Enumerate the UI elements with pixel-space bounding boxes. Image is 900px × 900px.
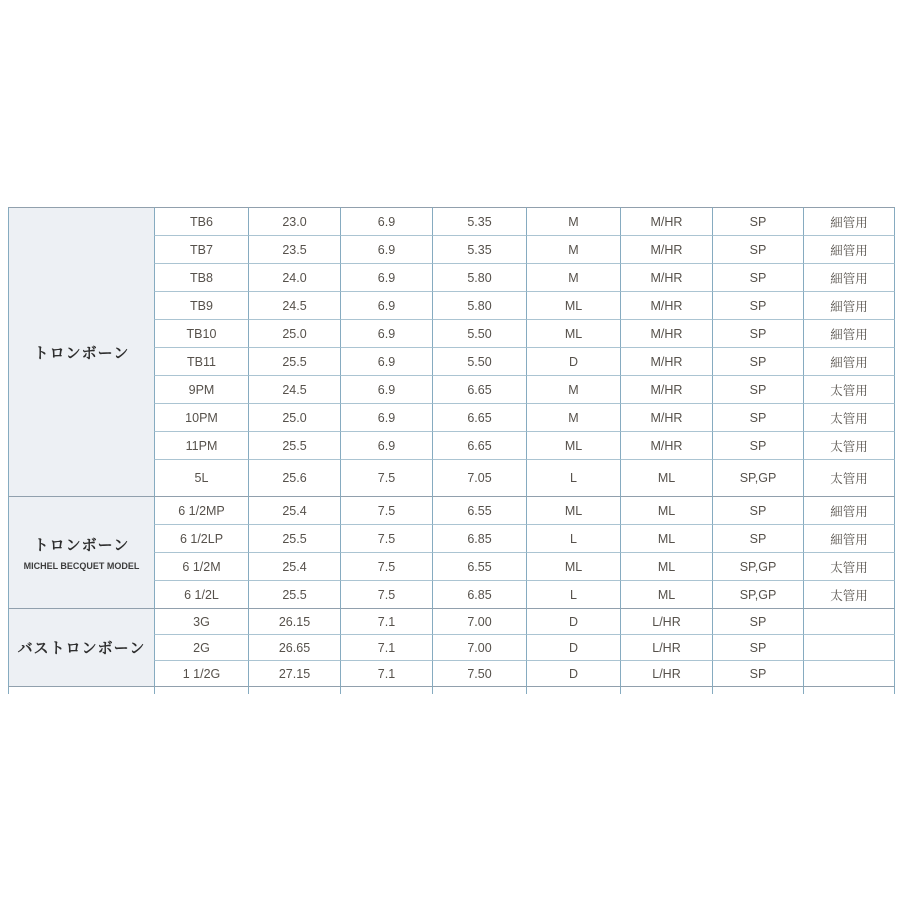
spec-cell: 24.5 <box>248 291 340 319</box>
spec-cell: 6.9 <box>340 235 432 263</box>
spec-cell: 26.15 <box>248 608 340 634</box>
spec-cell: 細管用 <box>803 347 895 375</box>
model-cell: TB9 <box>154 291 248 319</box>
spec-cell: ML <box>620 580 712 608</box>
spec-cell: ML <box>526 431 620 459</box>
spec-cell: M <box>526 263 620 291</box>
spec-cell: 23.5 <box>248 235 340 263</box>
spec-cell-empty <box>620 686 712 694</box>
model-cell: 6 1/2LP <box>154 524 248 552</box>
spec-cell: ML <box>526 496 620 524</box>
spec-cell-empty <box>526 686 620 694</box>
spec-cell: M/HR <box>620 235 712 263</box>
spec-cell: 細管用 <box>803 235 895 263</box>
spec-cell: 5.35 <box>432 207 526 235</box>
spec-cell: SP <box>712 263 803 291</box>
spec-cell: 6.9 <box>340 291 432 319</box>
spec-cell: 7.00 <box>432 608 526 634</box>
spec-cell: 6.55 <box>432 552 526 580</box>
spec-cell: 7.5 <box>340 580 432 608</box>
spec-cell: SP <box>712 608 803 634</box>
spec-cell: D <box>526 660 620 686</box>
spec-cell: 6.9 <box>340 319 432 347</box>
spec-cell: SP <box>712 496 803 524</box>
spec-cell: SP <box>712 431 803 459</box>
group-label-cell <box>8 207 154 496</box>
model-cell: 3G <box>154 608 248 634</box>
model-cell: 6 1/2L <box>154 580 248 608</box>
spec-cell-empty <box>712 686 803 694</box>
spec-cell: 7.1 <box>340 660 432 686</box>
spec-cell: 6.65 <box>432 403 526 431</box>
spec-cell: D <box>526 608 620 634</box>
spec-cell: D <box>526 634 620 660</box>
spec-cell: M <box>526 235 620 263</box>
mouthpiece-spec-table <box>8 207 895 694</box>
spec-cell: 6.9 <box>340 207 432 235</box>
spec-cell: 7.5 <box>340 524 432 552</box>
table-row <box>8 207 895 235</box>
spec-cell: M/HR <box>620 375 712 403</box>
spec-cell: 25.5 <box>248 580 340 608</box>
spec-cell: M/HR <box>620 431 712 459</box>
spec-cell: 6.85 <box>432 524 526 552</box>
spec-cell: SP <box>712 235 803 263</box>
spec-cell: 太管用 <box>803 580 895 608</box>
model-cell: TB8 <box>154 263 248 291</box>
spec-cell: L/HR <box>620 608 712 634</box>
spec-cell: 太管用 <box>803 375 895 403</box>
spec-cell: 5.80 <box>432 263 526 291</box>
spec-cell: 25.6 <box>248 459 340 496</box>
spec-cell: SP,GP <box>712 552 803 580</box>
spec-cell-empty <box>248 686 340 694</box>
spec-cell: SP,GP <box>712 580 803 608</box>
spec-cell: 6.9 <box>340 403 432 431</box>
spec-cell: SP <box>712 403 803 431</box>
spec-cell: 25.5 <box>248 347 340 375</box>
table-row <box>8 608 895 634</box>
spec-cell: L <box>526 580 620 608</box>
model-cell: 6 1/2M <box>154 552 248 580</box>
spec-cell: M <box>526 375 620 403</box>
spec-cell: M/HR <box>620 403 712 431</box>
spec-cell: L/HR <box>620 660 712 686</box>
spec-cell: SP <box>712 634 803 660</box>
spec-cell: SP <box>712 660 803 686</box>
spec-cell: L/HR <box>620 634 712 660</box>
spec-cell: 6.9 <box>340 375 432 403</box>
spec-cell: M <box>526 207 620 235</box>
spec-cell: 7.5 <box>340 496 432 524</box>
spec-cell: 7.00 <box>432 634 526 660</box>
spec-cell: 6.9 <box>340 347 432 375</box>
group-title: トロンボーン <box>33 344 130 362</box>
spec-cell: 6.9 <box>340 431 432 459</box>
spec-cell: M/HR <box>620 291 712 319</box>
spec-cell: ML <box>620 496 712 524</box>
spec-cell: 6.9 <box>340 263 432 291</box>
model-cell: TB11 <box>154 347 248 375</box>
spec-cell: M <box>526 403 620 431</box>
spec-cell: 25.4 <box>248 552 340 580</box>
spec-cell-empty <box>803 686 895 694</box>
spec-cell: 25.5 <box>248 524 340 552</box>
spec-cell: 26.65 <box>248 634 340 660</box>
spec-cell: ML <box>526 552 620 580</box>
spec-cell: 7.5 <box>340 459 432 496</box>
spec-table-container <box>8 207 896 696</box>
spec-cell-empty <box>432 686 526 694</box>
model-cell: 6 1/2MP <box>154 496 248 524</box>
spec-cell: 細管用 <box>803 207 895 235</box>
group-subtitle: MICHEL BECQUET MODEL <box>23 561 140 571</box>
spec-cell: 25.5 <box>248 431 340 459</box>
spec-cell: 7.1 <box>340 608 432 634</box>
spec-cell: 25.0 <box>248 319 340 347</box>
group-label-cell <box>8 608 154 686</box>
spec-cell: 7.50 <box>432 660 526 686</box>
spec-cell: D <box>526 347 620 375</box>
spec-cell: ML <box>526 319 620 347</box>
spec-cell: ML <box>526 291 620 319</box>
spec-cell: 23.0 <box>248 207 340 235</box>
spec-cell: 太管用 <box>803 403 895 431</box>
spec-cell: L <box>526 459 620 496</box>
spec-cell: 6.85 <box>432 580 526 608</box>
model-cell: 9PM <box>154 375 248 403</box>
spec-cell: ML <box>620 524 712 552</box>
model-cell: 5L <box>154 459 248 496</box>
spec-cell: 24.5 <box>248 375 340 403</box>
spec-cell: 7.5 <box>340 552 432 580</box>
spec-cell: SP <box>712 291 803 319</box>
spec-cell-empty <box>154 686 248 694</box>
spec-cell: 27.15 <box>248 660 340 686</box>
spec-cell: M/HR <box>620 263 712 291</box>
spec-cell <box>803 660 895 686</box>
spec-cell: SP,GP <box>712 459 803 496</box>
spec-cell: 25.0 <box>248 403 340 431</box>
spec-cell <box>803 634 895 660</box>
spec-cell: M/HR <box>620 347 712 375</box>
spec-cell: 7.05 <box>432 459 526 496</box>
spec-cell: 5.80 <box>432 291 526 319</box>
model-cell: TB10 <box>154 319 248 347</box>
group-title: トロンボーン <box>33 537 130 554</box>
spec-cell: 細管用 <box>803 263 895 291</box>
spec-cell: 細管用 <box>803 291 895 319</box>
model-cell: 2G <box>154 634 248 660</box>
spec-cell: 細管用 <box>803 496 895 524</box>
spec-cell: M/HR <box>620 319 712 347</box>
spec-cell: 6.65 <box>432 375 526 403</box>
spec-cell: 太管用 <box>803 431 895 459</box>
spec-cell <box>803 608 895 634</box>
spec-cell: L <box>526 524 620 552</box>
spec-cell: SP <box>712 319 803 347</box>
spec-cell: 太管用 <box>803 459 895 496</box>
model-cell: 1 1/2G <box>154 660 248 686</box>
model-cell: 11PM <box>154 431 248 459</box>
cutoff-row <box>8 686 895 694</box>
spec-cell: 太管用 <box>803 552 895 580</box>
spec-cell: 7.1 <box>340 634 432 660</box>
spec-cell: 5.35 <box>432 235 526 263</box>
spec-cell: 24.0 <box>248 263 340 291</box>
spec-cell: 25.4 <box>248 496 340 524</box>
spec-cell: SP <box>712 207 803 235</box>
model-cell: TB6 <box>154 207 248 235</box>
spec-cell: 6.55 <box>432 496 526 524</box>
spec-cell: SP <box>712 524 803 552</box>
group-label-cell <box>8 496 154 608</box>
spec-cell: ML <box>620 459 712 496</box>
spec-cell-empty <box>340 686 432 694</box>
group-title: バストロンボーン <box>17 640 146 657</box>
model-cell: TB7 <box>154 235 248 263</box>
model-cell: 10PM <box>154 403 248 431</box>
spec-cell: SP <box>712 347 803 375</box>
spec-cell: 5.50 <box>432 319 526 347</box>
spec-cell: M/HR <box>620 207 712 235</box>
spec-cell: 6.65 <box>432 431 526 459</box>
spec-cell: ML <box>620 552 712 580</box>
spec-cell: 細管用 <box>803 319 895 347</box>
spec-cell-empty <box>8 686 154 694</box>
table-row <box>8 496 895 524</box>
spec-cell: SP <box>712 375 803 403</box>
spec-cell: 細管用 <box>803 524 895 552</box>
spec-cell: 5.50 <box>432 347 526 375</box>
spec-table-body <box>8 207 895 694</box>
